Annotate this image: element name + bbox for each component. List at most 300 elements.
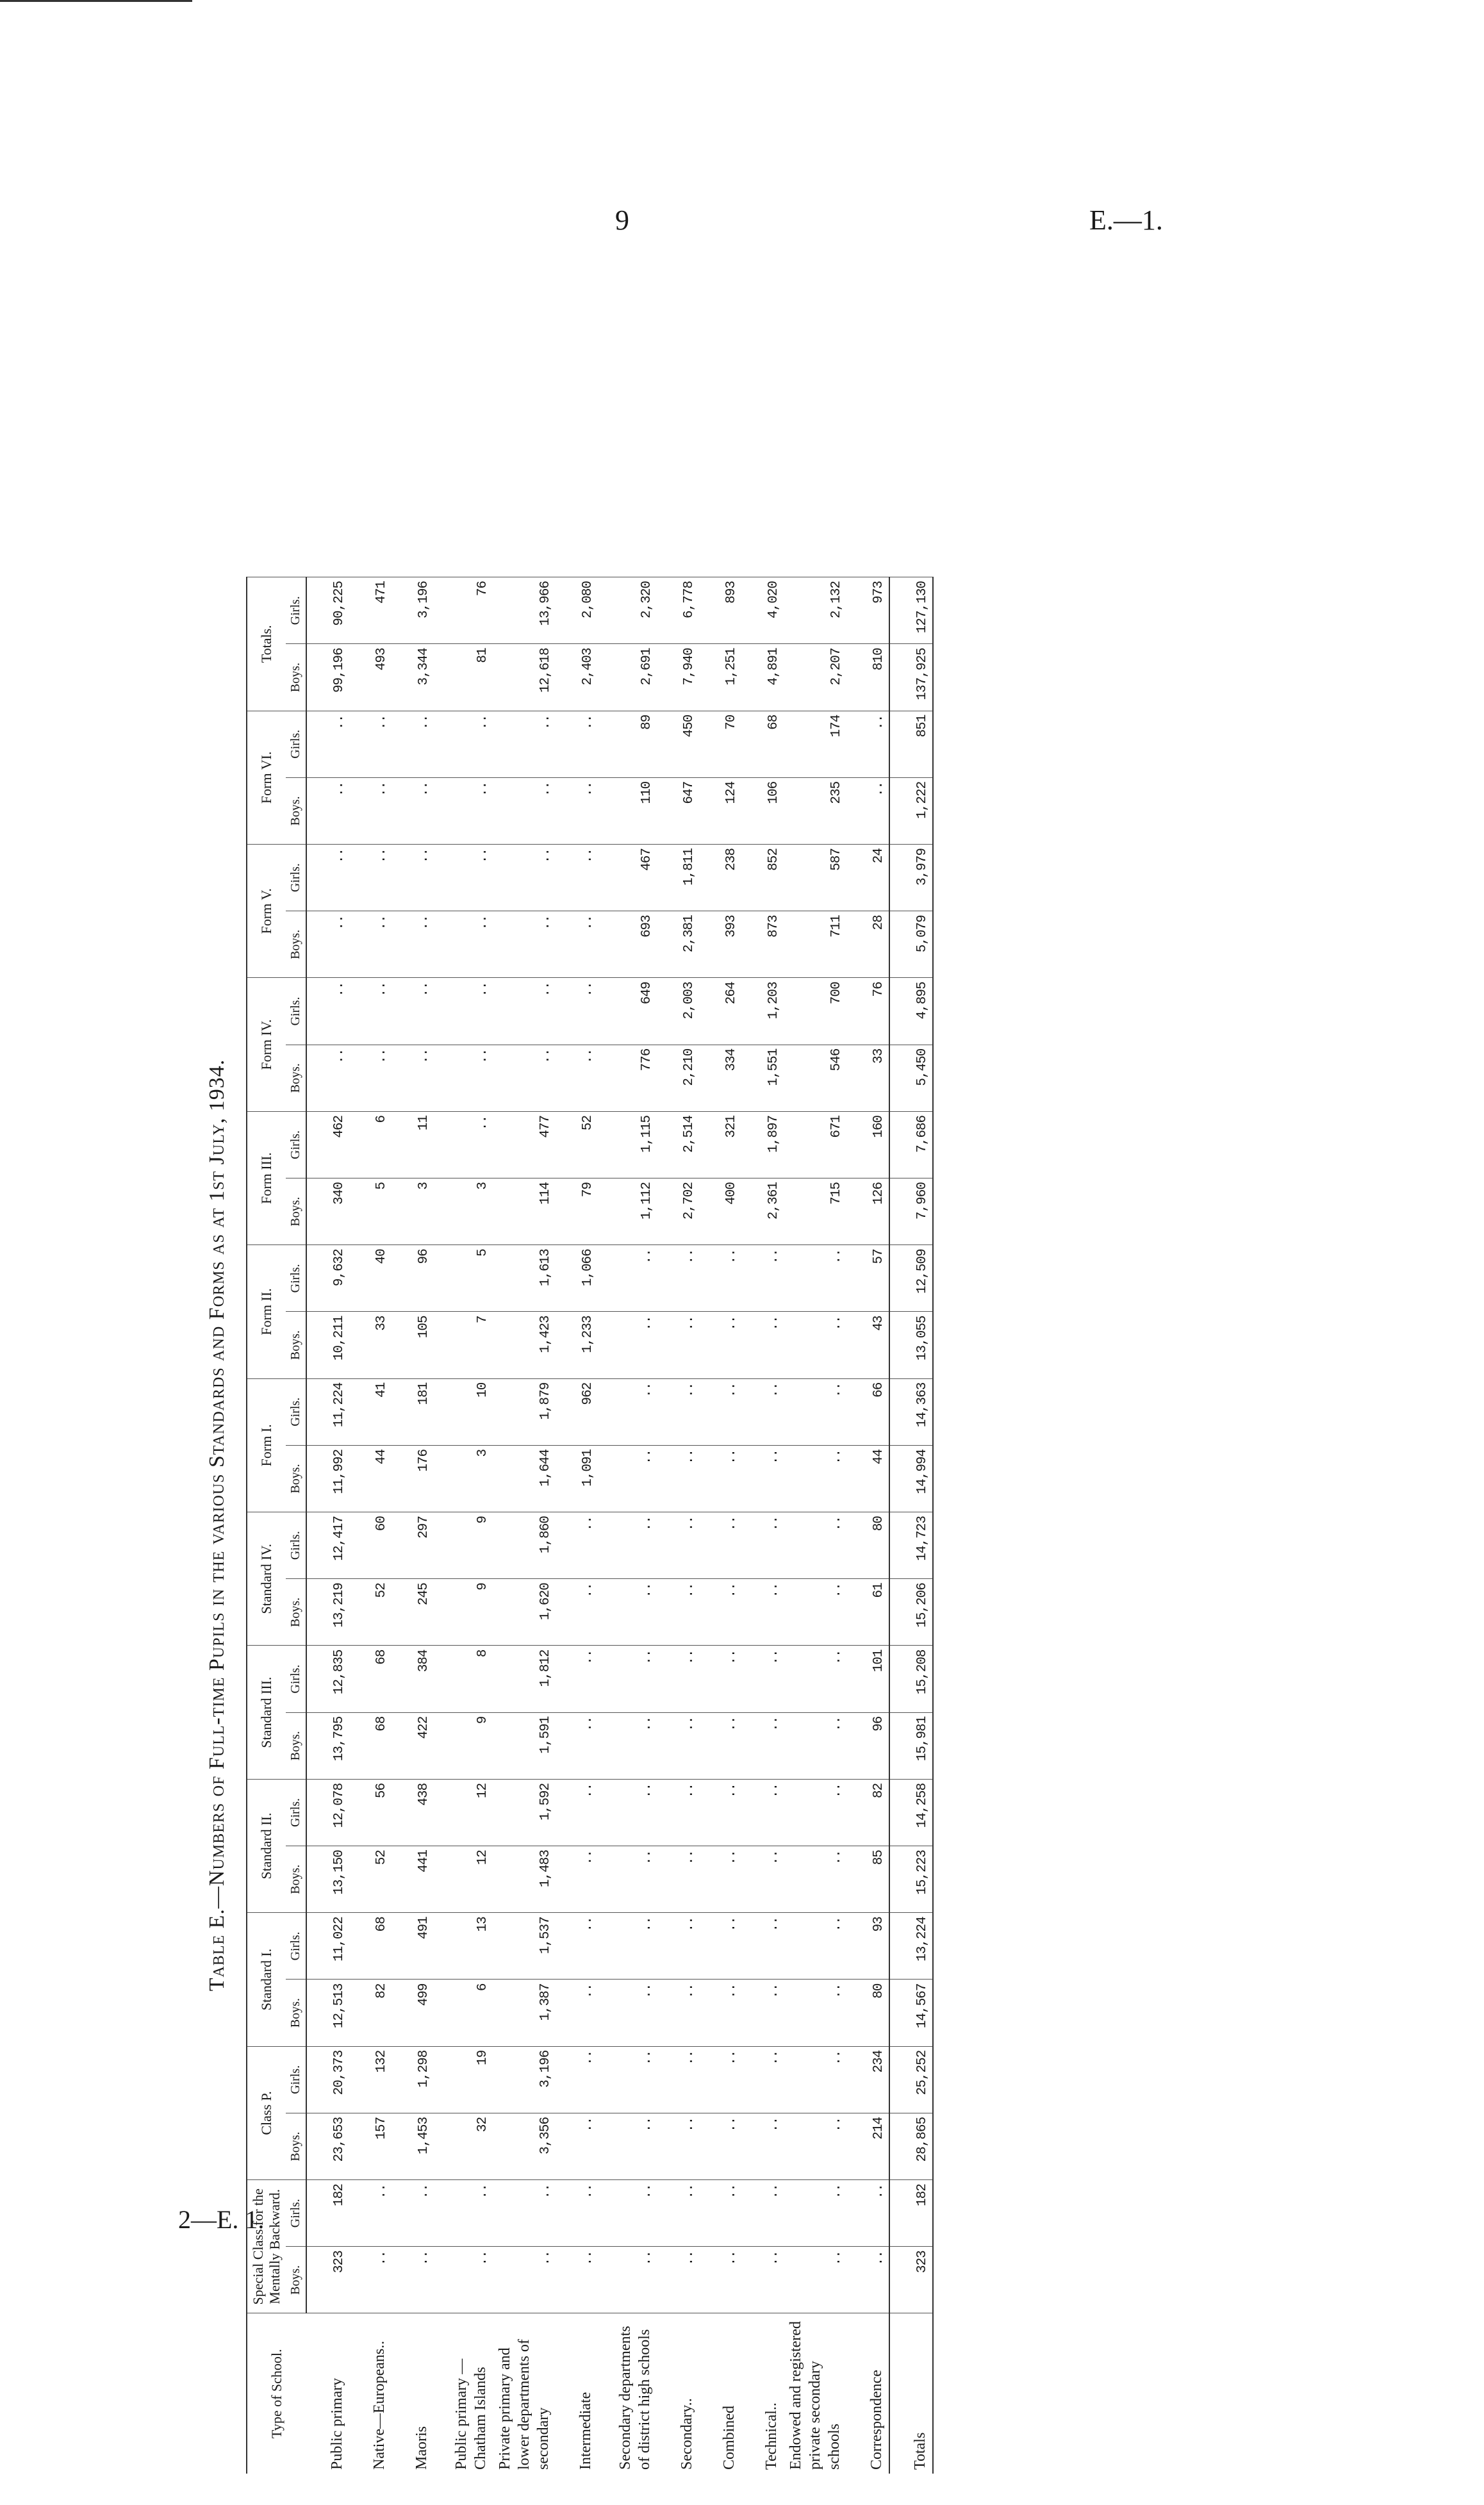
- value-cell: 79: [556, 1178, 598, 1245]
- value-cell: 340: [306, 1178, 349, 1245]
- value-cell: ..: [741, 1712, 784, 1779]
- value-cell: ..: [741, 2180, 784, 2247]
- value-cell: 13,966: [493, 577, 556, 644]
- value-cell: 9: [434, 1512, 493, 1579]
- table-row: [846, 577, 889, 2474]
- value-cell: ..: [306, 1045, 349, 1111]
- boys-subheader: Boys.: [286, 644, 306, 711]
- value-cell: 132: [349, 2046, 392, 2113]
- value-cell: ..: [699, 1445, 741, 1512]
- school-type-cell: Intermediate: [556, 2313, 598, 2474]
- value-cell: ..: [699, 1512, 741, 1579]
- school-type-cell: Public primary: [306, 2313, 349, 2474]
- value-cell: 23,653: [306, 2113, 349, 2179]
- value-cell: ..: [784, 2113, 846, 2179]
- boys-subheader: Boys.: [286, 1980, 306, 2046]
- value-cell: ..: [699, 2046, 741, 2113]
- group-header: Form III.: [247, 1111, 286, 1244]
- value-cell: 2,514: [657, 1111, 699, 1178]
- value-cell: ..: [741, 1512, 784, 1579]
- value-cell: 851: [889, 711, 933, 777]
- value-cell: 96: [846, 1712, 889, 1779]
- value-cell: 1,811: [657, 845, 699, 911]
- value-cell: 41: [349, 1378, 392, 1445]
- value-cell: ..: [657, 1646, 699, 1712]
- value-cell: ..: [556, 2113, 598, 2179]
- value-cell: 126: [846, 1178, 889, 1245]
- value-cell: 2,403: [556, 644, 598, 711]
- value-cell: ..: [598, 2247, 657, 2313]
- value-cell: ..: [657, 1378, 699, 1445]
- value-cell: 181: [392, 1378, 434, 1445]
- running-head: E.—1.: [1089, 204, 1163, 236]
- value-cell: 450: [657, 711, 699, 777]
- value-cell: 499: [392, 1980, 434, 2046]
- value-cell: ..: [741, 1245, 784, 1312]
- value-cell: 9,632: [306, 1245, 349, 1312]
- value-cell: 176: [392, 1445, 434, 1512]
- value-cell: 393: [699, 911, 741, 978]
- table-row: [741, 577, 784, 2474]
- value-cell: 68: [741, 711, 784, 777]
- value-cell: 2,381: [657, 911, 699, 978]
- value-cell: ..: [598, 1312, 657, 1378]
- value-cell: 40: [349, 1245, 392, 1312]
- value-cell: ..: [556, 845, 598, 911]
- girls-subheader: Girls.: [286, 1779, 306, 1846]
- value-cell: ..: [784, 1312, 846, 1378]
- value-cell: 711: [784, 911, 846, 978]
- value-cell: 1,251: [699, 644, 741, 711]
- value-cell: ..: [657, 1712, 699, 1779]
- school-type-cell: Technical..: [741, 2313, 784, 2474]
- value-cell: 2,702: [657, 1178, 699, 1245]
- school-type-cell: Public primary — Chatham Islands: [434, 2313, 493, 2474]
- totals-row: [889, 577, 933, 2474]
- value-cell: 7,686: [889, 1111, 933, 1178]
- value-cell: ..: [598, 1846, 657, 1913]
- value-cell: 12: [434, 1779, 493, 1846]
- value-cell: 3: [392, 1178, 434, 1245]
- value-cell: 68: [349, 1913, 392, 1980]
- value-cell: 422: [392, 1712, 434, 1779]
- value-cell: 462: [306, 1111, 349, 1178]
- value-cell: 467: [598, 845, 657, 911]
- value-cell: ..: [784, 1512, 846, 1579]
- rotated-table-region: [205, 577, 1006, 2474]
- value-cell: ..: [392, 777, 434, 844]
- group-header: Standard IV.: [247, 1512, 286, 1646]
- value-cell: 61: [846, 1579, 889, 1646]
- value-cell: 9: [434, 1712, 493, 1779]
- value-cell: 11: [392, 1111, 434, 1178]
- value-cell: ..: [392, 845, 434, 911]
- value-cell: 491: [392, 1913, 434, 1980]
- value-cell: ..: [657, 1779, 699, 1846]
- value-cell: ..: [493, 978, 556, 1045]
- value-cell: 1,897: [741, 1111, 784, 1178]
- value-cell: 1,203: [741, 978, 784, 1045]
- value-cell: 12: [434, 1846, 493, 1913]
- value-cell: 56: [349, 1779, 392, 1846]
- table-row: [434, 577, 493, 2474]
- value-cell: 14,723: [889, 1512, 933, 1579]
- value-cell: 10,211: [306, 1312, 349, 1378]
- value-cell: ..: [699, 2113, 741, 2179]
- value-cell: 14,994: [889, 1445, 933, 1512]
- value-cell: 96: [392, 1245, 434, 1312]
- table-row: [657, 577, 699, 2474]
- value-cell: ..: [392, 711, 434, 777]
- value-cell: 33: [349, 1312, 392, 1378]
- value-cell: 105: [392, 1312, 434, 1378]
- value-cell: ..: [699, 1712, 741, 1779]
- value-cell: ..: [784, 2046, 846, 2113]
- value-cell: ..: [392, 911, 434, 978]
- value-cell: 9: [434, 1579, 493, 1646]
- value-cell: 873: [741, 911, 784, 978]
- value-cell: 1,233: [556, 1312, 598, 1378]
- value-cell: ..: [784, 1445, 846, 1512]
- value-cell: 1,423: [493, 1312, 556, 1378]
- value-cell: 15,981: [889, 1712, 933, 1779]
- table-row: [784, 577, 846, 2474]
- value-cell: ..: [741, 2113, 784, 2179]
- pupils-table: [246, 577, 934, 2474]
- value-cell: 12,078: [306, 1779, 349, 1846]
- value-cell: ..: [349, 777, 392, 844]
- value-cell: 52: [556, 1111, 598, 1178]
- value-cell: 2,003: [657, 978, 699, 1045]
- value-cell: 160: [846, 1111, 889, 1178]
- value-cell: ..: [598, 1712, 657, 1779]
- value-cell: 6: [349, 1111, 392, 1178]
- school-type-cell: Combined: [699, 2313, 741, 2474]
- value-cell: ..: [657, 2180, 699, 2247]
- value-cell: 15,208: [889, 1646, 933, 1712]
- value-cell: ..: [306, 845, 349, 911]
- boys-subheader: Boys.: [286, 1178, 306, 1245]
- value-cell: ..: [657, 1913, 699, 1980]
- value-cell: 14,258: [889, 1779, 933, 1846]
- value-cell: ..: [657, 1579, 699, 1646]
- value-cell: ..: [741, 1646, 784, 1712]
- value-cell: ..: [741, 1378, 784, 1445]
- value-cell: ..: [846, 2247, 889, 2313]
- value-cell: ..: [349, 911, 392, 978]
- value-cell: 323: [889, 2247, 933, 2313]
- value-cell: 90,225: [306, 577, 349, 644]
- value-cell: ..: [784, 1712, 846, 1779]
- value-cell: ..: [349, 2247, 392, 2313]
- value-cell: 1,879: [493, 1378, 556, 1445]
- value-cell: ..: [556, 1512, 598, 1579]
- value-cell: 649: [598, 978, 657, 1045]
- value-cell: 11,992: [306, 1445, 349, 1512]
- value-cell: ..: [741, 1846, 784, 1913]
- value-cell: ..: [556, 1646, 598, 1712]
- value-cell: 82: [846, 1779, 889, 1846]
- value-cell: ..: [657, 2113, 699, 2179]
- value-cell: 3,356: [493, 2113, 556, 2179]
- value-cell: ..: [741, 1913, 784, 1980]
- group-header-row: [247, 577, 286, 2474]
- value-cell: ..: [392, 2247, 434, 2313]
- boys-subheader: Boys.: [286, 2113, 306, 2179]
- value-cell: 13: [434, 1913, 493, 1980]
- value-cell: 1,483: [493, 1846, 556, 1913]
- value-cell: ..: [556, 978, 598, 1045]
- value-cell: 15,223: [889, 1846, 933, 1913]
- school-type-cell: Secondary..: [657, 2313, 699, 2474]
- value-cell: 13,150: [306, 1846, 349, 1913]
- value-cell: 32: [434, 2113, 493, 2179]
- value-cell: 1,091: [556, 1445, 598, 1512]
- table-row: [493, 577, 556, 2474]
- group-header: Form I.: [247, 1378, 286, 1512]
- group-header: Standard I.: [247, 1913, 286, 2046]
- value-cell: 85: [846, 1846, 889, 1913]
- value-cell: ..: [598, 1913, 657, 1980]
- value-cell: 4,895: [889, 978, 933, 1045]
- footer-code: 2—E. 1.: [178, 2205, 265, 2234]
- value-cell: ..: [598, 1445, 657, 1512]
- value-cell: 3,196: [392, 577, 434, 644]
- girls-subheader: Girls.: [286, 1913, 306, 1980]
- value-cell: 2,080: [556, 577, 598, 644]
- value-cell: ..: [784, 1579, 846, 1646]
- value-cell: ..: [657, 1846, 699, 1913]
- value-cell: 7,960: [889, 1178, 933, 1245]
- value-cell: ..: [392, 1045, 434, 1111]
- value-cell: 24: [846, 845, 889, 911]
- value-cell: ..: [699, 1245, 741, 1312]
- value-cell: 57: [846, 1245, 889, 1312]
- value-cell: ..: [556, 2247, 598, 2313]
- value-cell: ..: [493, 2180, 556, 2247]
- value-cell: ..: [556, 1913, 598, 1980]
- group-header: Form V.: [247, 845, 286, 978]
- value-cell: 114: [493, 1178, 556, 1245]
- table-row: [598, 577, 657, 2474]
- school-type-cell: Correspondence: [846, 2313, 889, 2474]
- value-cell: 11,022: [306, 1913, 349, 1980]
- value-cell: 4,020: [741, 577, 784, 644]
- value-cell: ..: [556, 1846, 598, 1913]
- girls-subheader: Girls.: [286, 1378, 306, 1445]
- value-cell: 4,891: [741, 644, 784, 711]
- girls-subheader: Girls.: [286, 1111, 306, 1178]
- value-cell: 13,219: [306, 1579, 349, 1646]
- value-cell: ..: [598, 1779, 657, 1846]
- value-cell: 7,940: [657, 644, 699, 711]
- value-cell: ..: [306, 711, 349, 777]
- group-header: Totals.: [247, 577, 286, 711]
- value-cell: ..: [741, 1312, 784, 1378]
- value-cell: ..: [392, 2180, 434, 2247]
- girls-subheader: Girls.: [286, 1646, 306, 1712]
- value-cell: ..: [349, 2180, 392, 2247]
- value-cell: 234: [846, 2046, 889, 2113]
- value-cell: 182: [889, 2180, 933, 2247]
- value-cell: 893: [699, 577, 741, 644]
- value-cell: ..: [349, 978, 392, 1045]
- value-cell: 2,691: [598, 644, 657, 711]
- school-type-cell: Secondary departments of district high schools: [598, 2313, 657, 2474]
- value-cell: ..: [349, 845, 392, 911]
- value-cell: ..: [556, 1579, 598, 1646]
- value-cell: 334: [699, 1045, 741, 1111]
- value-cell: ..: [598, 1512, 657, 1579]
- value-cell: 14,363: [889, 1378, 933, 1445]
- value-cell: 15,206: [889, 1579, 933, 1646]
- value-cell: ..: [699, 1312, 741, 1378]
- value-cell: ..: [699, 1846, 741, 1913]
- boys-subheader: Boys.: [286, 2247, 306, 2313]
- value-cell: ..: [556, 711, 598, 777]
- value-cell: 1,812: [493, 1646, 556, 1712]
- value-cell: ..: [784, 1245, 846, 1312]
- value-cell: ..: [598, 1980, 657, 2046]
- value-cell: ..: [556, 1779, 598, 1846]
- girls-subheader: Girls.: [286, 2046, 306, 2113]
- value-cell: 68: [349, 1712, 392, 1779]
- value-cell: ..: [556, 2180, 598, 2247]
- value-cell: 137,925: [889, 644, 933, 711]
- value-cell: 1,222: [889, 777, 933, 844]
- value-cell: 441: [392, 1846, 434, 1913]
- value-cell: 297: [392, 1512, 434, 1579]
- boys-subheader: Boys.: [286, 1579, 306, 1646]
- value-cell: 124: [699, 777, 741, 844]
- value-cell: 43: [846, 1312, 889, 1378]
- value-cell: ..: [598, 2046, 657, 2113]
- value-cell: 10: [434, 1378, 493, 1445]
- value-cell: 99,196: [306, 644, 349, 711]
- value-cell: 493: [349, 644, 392, 711]
- value-cell: 2,210: [657, 1045, 699, 1111]
- value-cell: 33: [846, 1045, 889, 1111]
- value-cell: ..: [493, 777, 556, 844]
- value-cell: 3,344: [392, 644, 434, 711]
- value-cell: 2,361: [741, 1178, 784, 1245]
- value-cell: ..: [556, 2046, 598, 2113]
- value-cell: 20,373: [306, 2046, 349, 2113]
- girls-subheader: Girls.: [286, 711, 306, 777]
- value-cell: ..: [699, 1378, 741, 1445]
- page-number: 9: [615, 204, 629, 236]
- value-cell: 12,618: [493, 644, 556, 711]
- type-of-school-header: Type of School.: [247, 2313, 306, 2474]
- school-type-cell: Maoris: [392, 2313, 434, 2474]
- value-cell: ..: [306, 911, 349, 978]
- value-cell: 182: [306, 2180, 349, 2247]
- value-cell: ..: [657, 1980, 699, 2046]
- boys-subheader: Boys.: [286, 1445, 306, 1512]
- value-cell: 214: [846, 2113, 889, 2179]
- value-cell: 1,613: [493, 1245, 556, 1312]
- value-cell: 1,115: [598, 1111, 657, 1178]
- value-cell: 546: [784, 1045, 846, 1111]
- value-cell: 1,112: [598, 1178, 657, 1245]
- table-row: [556, 577, 598, 2474]
- value-cell: 3: [434, 1178, 493, 1245]
- value-cell: ..: [657, 1445, 699, 1512]
- value-cell: 5,450: [889, 1045, 933, 1111]
- value-cell: ..: [741, 1445, 784, 1512]
- value-cell: 973: [846, 577, 889, 644]
- value-cell: 80: [846, 1980, 889, 2046]
- value-cell: ..: [434, 2247, 493, 2313]
- value-cell: ..: [598, 2180, 657, 2247]
- value-cell: 264: [699, 978, 741, 1045]
- value-cell: ..: [598, 1378, 657, 1445]
- value-cell: 44: [349, 1445, 392, 1512]
- value-cell: ..: [784, 1779, 846, 1846]
- value-cell: 438: [392, 1779, 434, 1846]
- value-cell: 93: [846, 1913, 889, 1980]
- group-header: Form II.: [247, 1245, 286, 1378]
- value-cell: 28: [846, 911, 889, 978]
- value-cell: 671: [784, 1111, 846, 1178]
- table-row: [306, 577, 349, 2474]
- top-rule: [0, 0, 192, 2]
- value-cell: 12,417: [306, 1512, 349, 1579]
- value-cell: 76: [434, 577, 493, 644]
- value-cell: 3: [434, 1445, 493, 1512]
- value-cell: 5,079: [889, 911, 933, 978]
- value-cell: 106: [741, 777, 784, 844]
- value-cell: ..: [493, 711, 556, 777]
- value-cell: 6,778: [657, 577, 699, 644]
- value-cell: ..: [784, 2180, 846, 2247]
- value-cell: ..: [657, 1512, 699, 1579]
- group-header: Form VI.: [247, 711, 286, 844]
- value-cell: 471: [349, 577, 392, 644]
- value-cell: 3,196: [493, 2046, 556, 2113]
- value-cell: 1,644: [493, 1445, 556, 1512]
- value-cell: ..: [784, 1980, 846, 2046]
- value-cell: 52: [349, 1846, 392, 1913]
- value-cell: ..: [434, 911, 493, 978]
- value-cell: ..: [699, 2247, 741, 2313]
- girls-subheader: Girls.: [286, 1245, 306, 1312]
- value-cell: ..: [784, 1846, 846, 1913]
- value-cell: 238: [699, 845, 741, 911]
- value-cell: ..: [434, 2180, 493, 2247]
- boys-subheader: Boys.: [286, 911, 306, 978]
- value-cell: ..: [741, 1779, 784, 1846]
- table-row: [392, 577, 434, 2474]
- value-cell: 174: [784, 711, 846, 777]
- value-cell: 101: [846, 1646, 889, 1712]
- value-cell: 1,066: [556, 1245, 598, 1312]
- value-cell: 157: [349, 2113, 392, 2179]
- value-cell: ..: [306, 777, 349, 844]
- value-cell: 235: [784, 777, 846, 844]
- value-cell: 25,252: [889, 2046, 933, 2113]
- value-cell: 80: [846, 1512, 889, 1579]
- value-cell: ..: [598, 1245, 657, 1312]
- value-cell: ..: [349, 711, 392, 777]
- value-cell: 52: [349, 1579, 392, 1646]
- girls-subheader: Girls.: [286, 1512, 306, 1579]
- boys-subheader: Boys.: [286, 777, 306, 844]
- school-type-cell: Endowed and registered private secondary schools: [784, 2313, 846, 2474]
- school-type-cell: Private primary and lower departments of secondary: [493, 2313, 556, 2474]
- value-cell: 81: [434, 644, 493, 711]
- value-cell: ..: [657, 2247, 699, 2313]
